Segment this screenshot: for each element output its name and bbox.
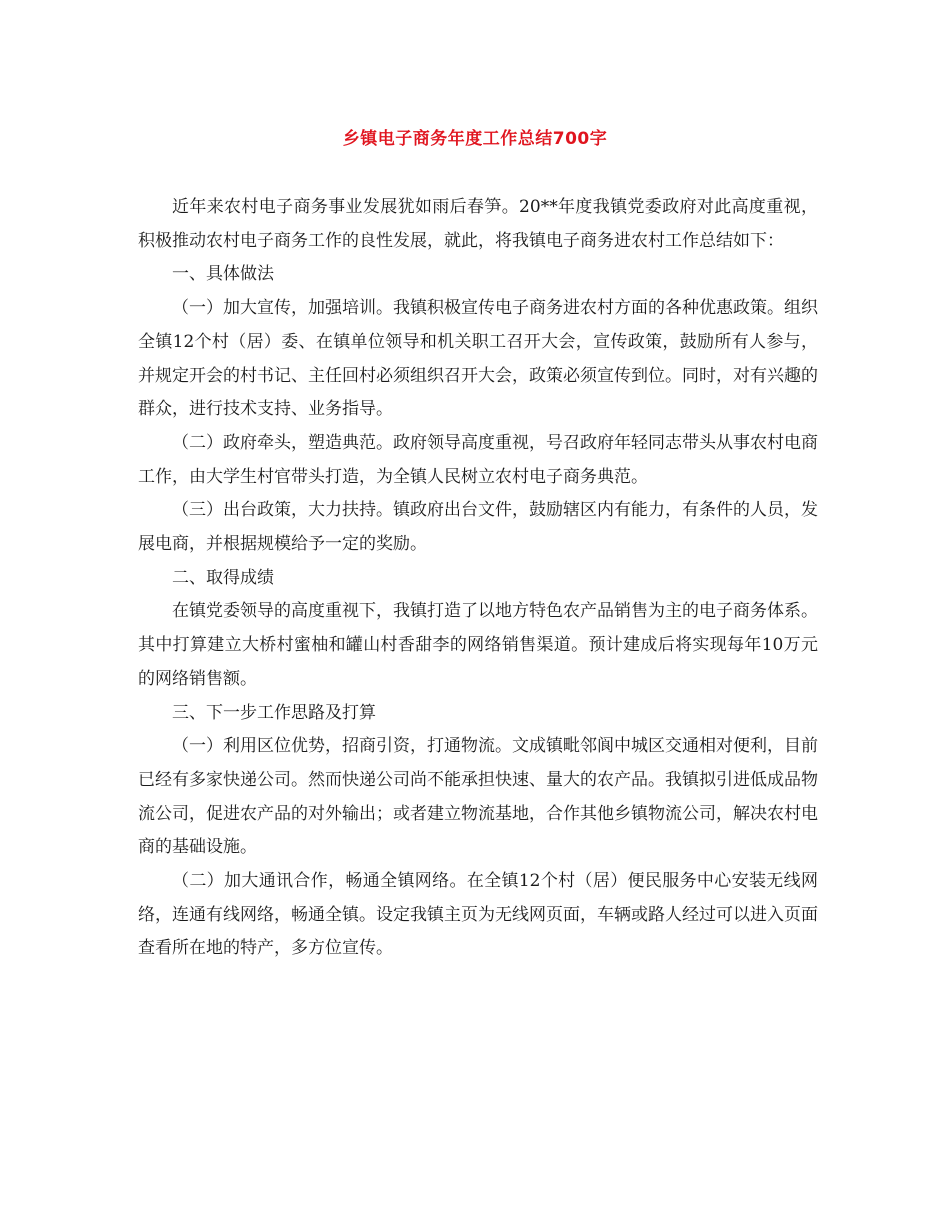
next-step-paragraph-network: （二）加大通讯合作，畅通全镇网络。在全镇12个村（居）便民服务中心安装无线网络，连通有线网络，畅通全镇。设定我镇主页为无线网页面，车辆或路人经过可以进入页面查看所在地的特产，多方位宣传。 xyxy=(138,871,818,959)
document-title: 乡镇电子商务年度工作总结700字 xyxy=(342,129,608,149)
practice-paragraph-publicity: （一）加大宣传，加强培训。我镇积极宣传电子商务进农村方面的各种优惠政策。组织全镇12个村（居）委、在镇单位领导和机关职工召开大会，宣传政策，鼓励所有人参与，并规定开会的村书记、主任回村必须组织召开大会，政策必须宣传到位。同时，对有兴趣的群众，进行技术支持、业务指导。 xyxy=(138,298,818,420)
practice-paragraph-policy-support: （三）出台政策，大力扶持。镇政府出台文件，鼓励辖区内有能力，有条件的人员，发展电商，并根据规模给予一定的奖励。 xyxy=(138,500,818,555)
practice-paragraph-government-lead: （二）政府牵头，塑造典范。政府领导高度重视，号召政府年轻同志带头从事农村电商工作，由大学生村官带头打造，为全镇人民树立农村电子商务典范。 xyxy=(138,432,818,487)
section-heading-achievements: 二、取得成绩 xyxy=(172,567,274,588)
achievements-paragraph: 在镇党委领导的高度重视下，我镇打造了以地方特色农产品销售为主的电子商务体系。其中打算建立大桥村蜜柚和罐山村香甜李的网络销售渠道。预计建成后将实现每年10万元的网络销售额。 xyxy=(138,601,818,689)
intro-paragraph: 近年来农村电子商务事业发展犹如雨后春笋。20**年度我镇党委政府对此高度重视，积极推动农村电子商务工作的良性发展，就此，将我镇电子商务进农村工作总结如下： xyxy=(138,197,818,251)
section-heading-next-steps: 三、下一步工作思路及打算 xyxy=(172,702,376,723)
section-heading-practices: 一、具体做法 xyxy=(172,264,274,285)
next-step-paragraph-logistics: （一）利用区位优势，招商引资，打通物流。文成镇毗邻阆中城区交通相对便利，目前已经有多家快递公司。然而快递公司尚不能承担快速、量大的农产品。我镇拟引进低成品物流公司，促进农产品的对外输出；或者建立物流基地，合作其他乡镇物流公司，解决农村电商的基础设施。 xyxy=(138,736,818,858)
document-body xyxy=(138,191,818,966)
